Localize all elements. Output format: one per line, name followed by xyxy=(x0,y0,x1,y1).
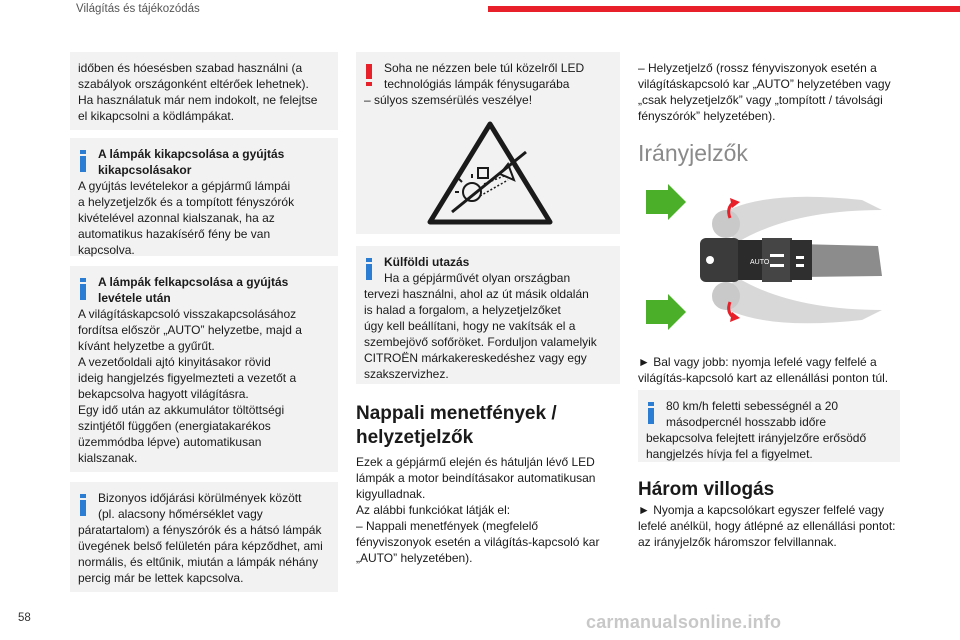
text-line: CITROËN márkakereskedéshez vagy egy xyxy=(364,351,587,365)
led-warning-box xyxy=(356,52,620,234)
text-line: szakszervizhez. xyxy=(364,367,449,381)
text-line: világításkapcsoló kar „AUTO” helyzetében vagy xyxy=(638,77,891,91)
speed-warning-box xyxy=(638,390,900,462)
text-line: – súlyos szemsérülés veszélye! xyxy=(364,93,533,107)
header-title: Világítás és tájékozódás xyxy=(76,3,200,15)
left-right-instruction xyxy=(638,354,910,386)
warning-icon xyxy=(366,64,372,86)
text-line: tervezi használni, ahol az út másik oldalán xyxy=(364,287,589,301)
page-number: 58 xyxy=(18,612,31,624)
text-line: fordítsa először „AUTO” helyzetbe, majd a xyxy=(78,323,302,337)
text-line: ► Bal vagy jobb: nyomja lefelé vagy felfelé a xyxy=(638,355,877,369)
text-line: világítás-kapcsoló kart az ellenállási ponton túl. xyxy=(638,371,889,385)
box-title: A lámpák kikapcsolása a gyújtás xyxy=(98,147,285,161)
text-line: Soha ne nézzen bele túl közelről LED xyxy=(384,61,585,75)
indicator-stalk-illustration xyxy=(642,180,902,340)
info-icon xyxy=(80,278,86,300)
text-line: el kikapcsolni a ködlámpákat. xyxy=(78,109,235,123)
drl-body xyxy=(356,454,624,566)
watermark: carmanualsonline.info xyxy=(586,612,782,632)
text-line: üvegének belső felületén pára képződhet, ami xyxy=(78,539,323,553)
condensation-box xyxy=(70,482,338,592)
section-title-three-flashes: Három villogás xyxy=(638,479,775,500)
text-line: másodpercnél hosszabb időre xyxy=(666,415,827,429)
fog-lamp-box xyxy=(70,52,338,130)
text-line: kigyulladnak. xyxy=(356,487,426,501)
text-line: Bizonyos időjárási körülmények között xyxy=(98,491,302,505)
stalk-auto-label: AUTO xyxy=(750,259,770,266)
lights-on-after-ignition-box xyxy=(70,266,338,472)
three-flash-instruction xyxy=(638,502,910,550)
box-title: levétele után xyxy=(98,291,171,305)
text-line: is halad a forgalom, a helyzetjelzőket xyxy=(364,303,561,317)
text-line: Ha a gépjárművét olyan országban xyxy=(384,271,571,285)
section-title-line: helyzetjelzők xyxy=(356,427,474,448)
text-line: időben és hóesésben szabad használni (a xyxy=(78,61,303,75)
text-line: Ha használatuk már nem indokolt, ne felejtse xyxy=(78,93,318,107)
text-line: a helyzetjelzők és a tompított fényszórók xyxy=(78,195,295,209)
text-line: 80 km/h feletti sebességnél a 20 xyxy=(666,399,839,413)
text-line: kívánt helyzetbe a gyűrűt. xyxy=(78,339,215,353)
text-line: szintjétől függően (energiatakarékos xyxy=(78,419,271,433)
text-line: hangjelzés hívja fel a figyelmet. xyxy=(646,447,813,461)
info-icon xyxy=(648,402,654,424)
text-line: „csak helyzetjelzők” vagy „tompított / távolsági xyxy=(638,93,883,107)
text-line: szabályok országonként eltérőek lehetnek). xyxy=(78,77,309,91)
text-line: lefelé anélkül, hogy átlépné az ellenállási pontot: xyxy=(638,519,896,533)
text-line: – Helyzetjelző (rossz fényviszonyok esetén a xyxy=(638,61,877,75)
section-title-drl xyxy=(356,402,557,450)
arrow-up-icon xyxy=(646,184,686,220)
text-line: A vezetőoldali ajtó kinyitásakor rövid xyxy=(78,355,271,369)
text-line: A gyújtás levételekor a gépjármű lámpái xyxy=(78,179,291,193)
text-line: Ezek a gépjármű elején és hátulján lévő LED xyxy=(356,455,595,469)
text-line: kialszanak. xyxy=(78,451,138,465)
text-line: – Nappali menetfények (megfelelő xyxy=(356,519,539,533)
header-accent-bar xyxy=(488,6,960,12)
text-line: üzemmódba lépve) automatikusan xyxy=(78,435,262,449)
position-light-text xyxy=(638,60,908,124)
box-title: A lámpák felkapcsolása a gyújtás xyxy=(98,275,289,289)
section-title-indicators: Irányjelzők xyxy=(638,140,748,166)
text-line: úgy kell beállítani, hogy ne vakítsák el a xyxy=(364,319,576,333)
text-line: kivételével azonnal kialszanak, ha az xyxy=(78,211,275,225)
text-line: (pl. alacsony hőmérséklet vagy xyxy=(98,507,263,521)
text-line: fényszórók” helyzetében). xyxy=(638,109,776,123)
foreign-travel-box xyxy=(356,246,620,384)
text-line: ideig hangjelzés figyelmezteti a vezetőt a xyxy=(78,371,297,385)
text-line: kapcsolva. xyxy=(78,243,135,257)
text-line: fényviszonyok esetén a világítás-kapcsoló kar xyxy=(356,535,600,549)
text-line: „AUTO” helyzetében). xyxy=(356,551,473,565)
info-icon xyxy=(366,258,372,280)
section-title-line: Nappali menetfények / xyxy=(356,403,557,424)
no-look-into-led-icon xyxy=(356,112,620,232)
lights-off-ignition-box xyxy=(70,138,338,256)
text-line: bekapcsolva felejtett irányjelzőre erősödő xyxy=(646,431,867,445)
text-line: páratartalom) a fényszórók és a hátsó lámpák xyxy=(78,523,322,537)
text-line: lámpák a motor beindításakor automatikusan xyxy=(356,471,596,485)
info-icon xyxy=(80,494,86,516)
info-icon xyxy=(80,150,86,172)
text-line: normális, és eltűnik, miután a lámpák néhány xyxy=(78,555,319,569)
text-line: Az alábbi funkciókat látják el: xyxy=(356,503,511,517)
box-title: kikapcsolásakor xyxy=(98,163,192,177)
text-line: bekapcsolva hagyott világításra. xyxy=(78,387,249,401)
text-line: automatikus hazakísérő fény be van xyxy=(78,227,271,241)
text-line: ► Nyomja a kapcsolókart egyszer felfelé vagy xyxy=(638,503,884,517)
text-line: technológiás lámpák fénysugarába xyxy=(384,77,570,91)
text-line: A világításkapcsoló visszakapcsolásához xyxy=(78,307,297,321)
text-line: az irányjelzők háromszor felvillannak. xyxy=(638,535,837,549)
box-title: Külföldi utazás xyxy=(384,255,470,269)
arrow-down-icon xyxy=(646,294,686,330)
text-line: percig már be lettek kapcsolva. xyxy=(78,571,244,585)
text-line: szembejövő sofőröket. Forduljon valamelyik xyxy=(364,335,597,349)
text-line: Egy idő után az akkumulátor töltöttségi xyxy=(78,403,285,417)
